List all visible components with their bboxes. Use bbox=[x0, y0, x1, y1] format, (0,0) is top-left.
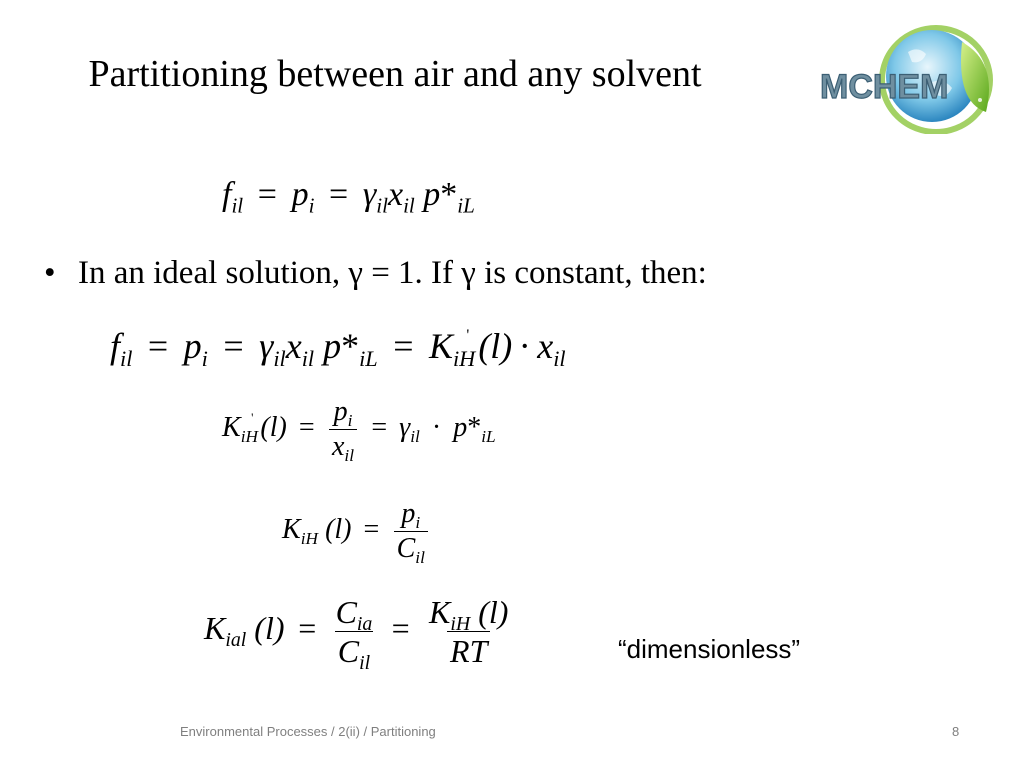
equation-kih-prime: $K_{iH}'$ (l) = $\frac{p_i}{x_{il}}$ = $\gamma_{il} \cdot p*_{iL}$ bbox=[222, 396, 496, 466]
slide-title: Partitioning between air and any solvent bbox=[88, 53, 702, 95]
equation-kial: $K_{ial}$ (l) = $\frac{C_{ia}}{C_{il}}$ = $\frac{K_{iH} (l)}{RT}$ bbox=[204, 596, 514, 667]
page-number: 8 bbox=[952, 724, 960, 739]
bullet-dot-icon: • bbox=[44, 255, 56, 291]
bullet-item bbox=[44, 255, 707, 292]
equation-henry-linear: $f_{il} = p_i = \gamma_{il}x_{il}$ $p*_{iL} = K_{iH}'$ $(l) \cdot x_{il}$ bbox=[110, 326, 566, 371]
dimensionless-note: “dimensionless” bbox=[618, 634, 801, 664]
footer-text: Environmental Processes / 2(ii) / Partitioning bbox=[180, 724, 436, 739]
equation-kih: $K_{iH}$ (l) = $\frac{p_i}{C_{il}}$ bbox=[282, 500, 430, 563]
logo-text: MCHEM bbox=[820, 68, 949, 106]
fraction-cia-over-cil: $\frac{C_{ia}}{C_{il}}$ bbox=[335, 594, 373, 674]
bullet-text: In an ideal solution, γ = 1. If γ is constant, then: bbox=[78, 255, 707, 291]
mchem-logo bbox=[812, 22, 1000, 134]
fraction-pi-over-cil: $\frac{p_i}{C_{il}}$ bbox=[394, 500, 428, 563]
fraction-kih-over-rt: $\frac{K_{iH} (l)}{RT}$ bbox=[429, 594, 509, 669]
globe-leaf-logo-icon bbox=[812, 22, 1000, 134]
fraction-pi-over-xil: $\frac{p_i}{x_{il}}$ bbox=[329, 398, 357, 461]
equation-fugacity: $f_{il} = p_i = \gamma_{il}x_{il}$ $p*_{iL}$ bbox=[222, 176, 475, 218]
